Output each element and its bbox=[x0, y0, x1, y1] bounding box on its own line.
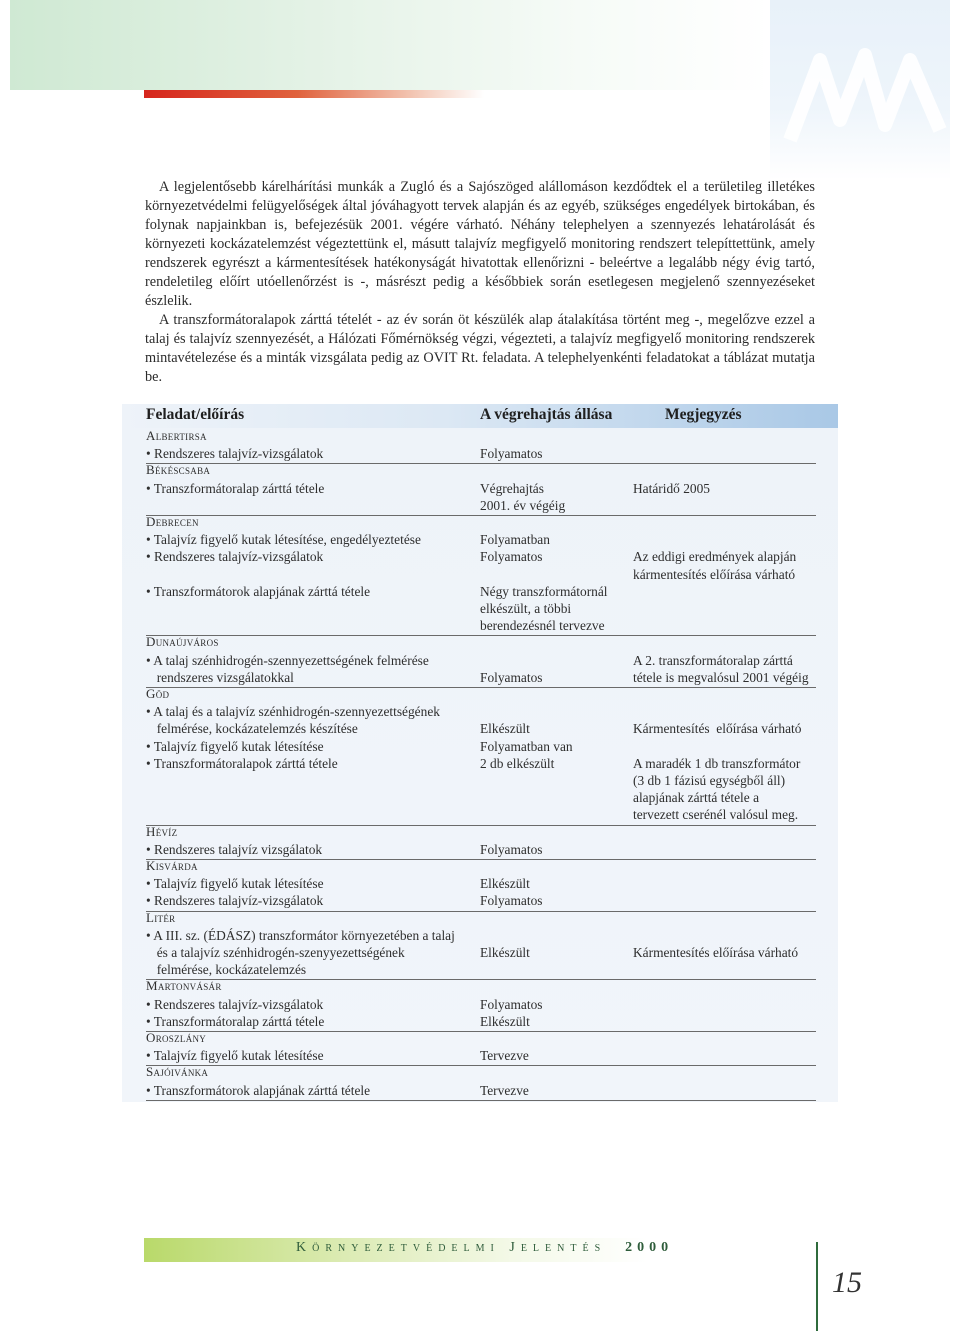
location-label: Martonvásár bbox=[146, 978, 222, 994]
task-cell: • Rendszeres talajvíz-vizsgálatok bbox=[146, 549, 324, 565]
task-cell: és a talajvíz szénhidrogén-szenyyezettségének bbox=[150, 945, 405, 960]
status-cell: Elkészült bbox=[480, 945, 530, 960]
location-label: Békéscsaba bbox=[146, 462, 211, 478]
note-cell: Kármentesítés előírása várható bbox=[633, 721, 802, 737]
location-label: Dunaújváros bbox=[146, 634, 219, 650]
header-task: Feladat/előírás bbox=[146, 406, 245, 423]
task-cell: • Transzformátorok alapjának zárttá tétele bbox=[146, 1082, 371, 1098]
note-cell: Az eddigi eredmények alapján bbox=[633, 549, 797, 565]
task-cell: • Transzformátorok alapjának zárttá tétele bbox=[146, 583, 371, 599]
note-cell: tervezett cserénél valósul meg. bbox=[633, 807, 799, 823]
header-status: A végrehajtás állása bbox=[480, 406, 613, 423]
task-cell: • A talaj szénhidrogén-szennyezettségének felmérése bbox=[146, 652, 429, 668]
task-cell: • Rendszeres talajvíz-vizsgálatok bbox=[146, 446, 324, 462]
note-cell: Határidő 2005 bbox=[633, 480, 710, 496]
location-label: Göd bbox=[146, 686, 170, 701]
task-cell: • Rendszeres talajvíz vizsgálatok bbox=[146, 841, 323, 857]
task-cell: felmérése, kockázatelemzés bbox=[150, 962, 307, 978]
task-cell: • Talajvíz figyelő kutak létesítése bbox=[146, 738, 324, 754]
task-cell: • Transzformátoralapok zárttá tétele bbox=[146, 755, 338, 771]
status-cell: Folyamatos bbox=[480, 669, 543, 685]
note-cell: (3 db 1 fázisú egységből áll) bbox=[633, 773, 786, 788]
task-cell: felmérése, kockázatelemzés készítése bbox=[150, 721, 358, 737]
section-divider bbox=[146, 635, 816, 636]
location-label: Hévíz bbox=[146, 823, 178, 839]
status-cell: Folyamatos bbox=[480, 893, 543, 909]
status-cell: Elkészült bbox=[480, 721, 530, 737]
section-divider bbox=[146, 1100, 816, 1101]
header-red-accent-bar bbox=[144, 90, 484, 98]
intro-paragraph-1: A legjelentősebb kárelhárítási munkák a Zugló és a Sajószöged alállomáson kezdődtek el a területileg illetékes környezetvédelmi felügyelőségek által jóváhagyott tervek alapján és az egyéb, szükséges engedélyek birtokában, és folynak napjainkban is, befejezésük 2001. végére várható. Néhány telephelyen a szennyezés lehatárolását és környezeti kockázatelemzést végeztettünk el, másutt talajvíz megfigyelő monitoring rendszert telepíttettünk, amely rendszerek egyrészt a kármentesítések hatékonyságát hivatottak ellenőrizni - beleértve a legalább négy évig tartó, rendeletileg előírt utóellenőrzést is -, másrészt pedig a későbbiek során esetlegesen megjelenő szennyezéseket észlelik. bbox=[145, 179, 815, 309]
task-cell: • A talaj és a talajvíz szénhidrogén-szennyezettségének bbox=[146, 704, 440, 720]
status-cell: Folyamatos bbox=[480, 841, 543, 857]
section-divider bbox=[146, 979, 816, 980]
status-cell: Folyamatos bbox=[480, 996, 543, 1012]
section-divider bbox=[146, 1065, 816, 1066]
table-header bbox=[122, 404, 838, 428]
location-label: Oroszlány bbox=[146, 1030, 207, 1045]
task-cell: • Rendszeres talajvíz-vizsgálatok bbox=[146, 893, 324, 909]
location-label: Sajóivánka bbox=[146, 1064, 209, 1080]
section-divider bbox=[146, 463, 816, 464]
status-cell: Tervezve bbox=[480, 1048, 529, 1064]
task-cell: • Transzformátoralap zárttá tétele bbox=[146, 1013, 325, 1029]
intro-text bbox=[145, 178, 815, 387]
status-cell: berendezésnél tervezve bbox=[480, 618, 605, 634]
footer-year: 2000 bbox=[625, 1240, 674, 1255]
note-cell: alapjának zárttá tétele a bbox=[633, 790, 760, 806]
section-divider bbox=[146, 687, 816, 688]
header-logo-graphic bbox=[770, 0, 950, 180]
footer-divider bbox=[816, 1242, 818, 1331]
note-cell: A 2. transzformátoralap zárttá bbox=[633, 652, 793, 668]
task-cell: • Rendszeres talajvíz-vizsgálatok bbox=[146, 996, 324, 1012]
status-cell: Elkészült bbox=[480, 1013, 530, 1029]
task-cell: • Talajvíz figyelő kutak létesítése, engedélyeztetése bbox=[146, 532, 421, 548]
note-cell: tétele is megvalósul 2001 végéig bbox=[633, 669, 809, 685]
task-cell: • A III. sz. (ÉDÁSZ) transzformátor környezetében a talaj bbox=[146, 927, 455, 943]
task-cell: • Talajvíz figyelő kutak létesítése bbox=[146, 1048, 324, 1064]
status-cell: 2001. év végéig bbox=[480, 497, 566, 513]
note-cell: kármentesítés előírása várható bbox=[633, 566, 796, 582]
header-note: Megjegyzés bbox=[665, 406, 742, 423]
status-cell: Folyamatban van bbox=[480, 738, 573, 754]
intro-paragraph-2: A transzformátoralapok zárttá tételét - az év során öt készülék alap átalakítása történt meg -, megelőzve ezzel a talaj és talajvíz szennyezését, a Hálózati Főmérnökség végzi, végezteti, a talajvíz megfigyelő monitoring rendszerek mintavételezése és a minták vizsgálata pedig az OVIT Rt. feladata. A telephelyenkénti feladatokat a táblázat mutatja be. bbox=[145, 312, 815, 385]
section-divider bbox=[146, 825, 816, 826]
footer-report-title: Környezetvédelmi Jelentés bbox=[296, 1240, 607, 1255]
location-label: Kisvárda bbox=[146, 858, 198, 873]
status-cell: Folyamatos bbox=[480, 446, 543, 462]
status-cell: elkészült, a többi bbox=[480, 601, 572, 616]
task-table bbox=[122, 404, 838, 1102]
status-cell: Négy transzformátornál bbox=[480, 583, 608, 599]
task-cell: rendszeres vizsgálatokkal bbox=[150, 669, 294, 685]
task-cell: • Transzformátoralap zárttá tétele bbox=[146, 480, 325, 496]
note-cell: Kármentesítés előírása várható bbox=[633, 945, 799, 960]
task-cell: • Talajvíz figyelő kutak létesítése bbox=[146, 876, 324, 892]
section-divider bbox=[146, 1031, 816, 1032]
status-cell: Folyamatos bbox=[480, 549, 543, 565]
location-label: Albertirsa bbox=[146, 428, 207, 443]
status-cell: 2 db elkészült bbox=[480, 755, 555, 771]
footer-title bbox=[296, 1240, 673, 1256]
location-label: Litér bbox=[146, 909, 176, 925]
section-divider bbox=[146, 911, 816, 912]
status-cell: Folyamatban bbox=[480, 532, 550, 548]
status-cell: Tervezve bbox=[480, 1082, 529, 1098]
page-number: 15 bbox=[832, 1266, 862, 1299]
status-cell: Végrehajtás bbox=[480, 480, 544, 496]
section-divider bbox=[146, 515, 816, 516]
section-divider bbox=[146, 859, 816, 860]
note-cell: A maradék 1 db transzformátor bbox=[633, 755, 801, 771]
location-label: Debrecen bbox=[146, 514, 199, 529]
status-cell: Elkészült bbox=[480, 876, 530, 892]
header-decoration-band bbox=[10, 0, 770, 90]
